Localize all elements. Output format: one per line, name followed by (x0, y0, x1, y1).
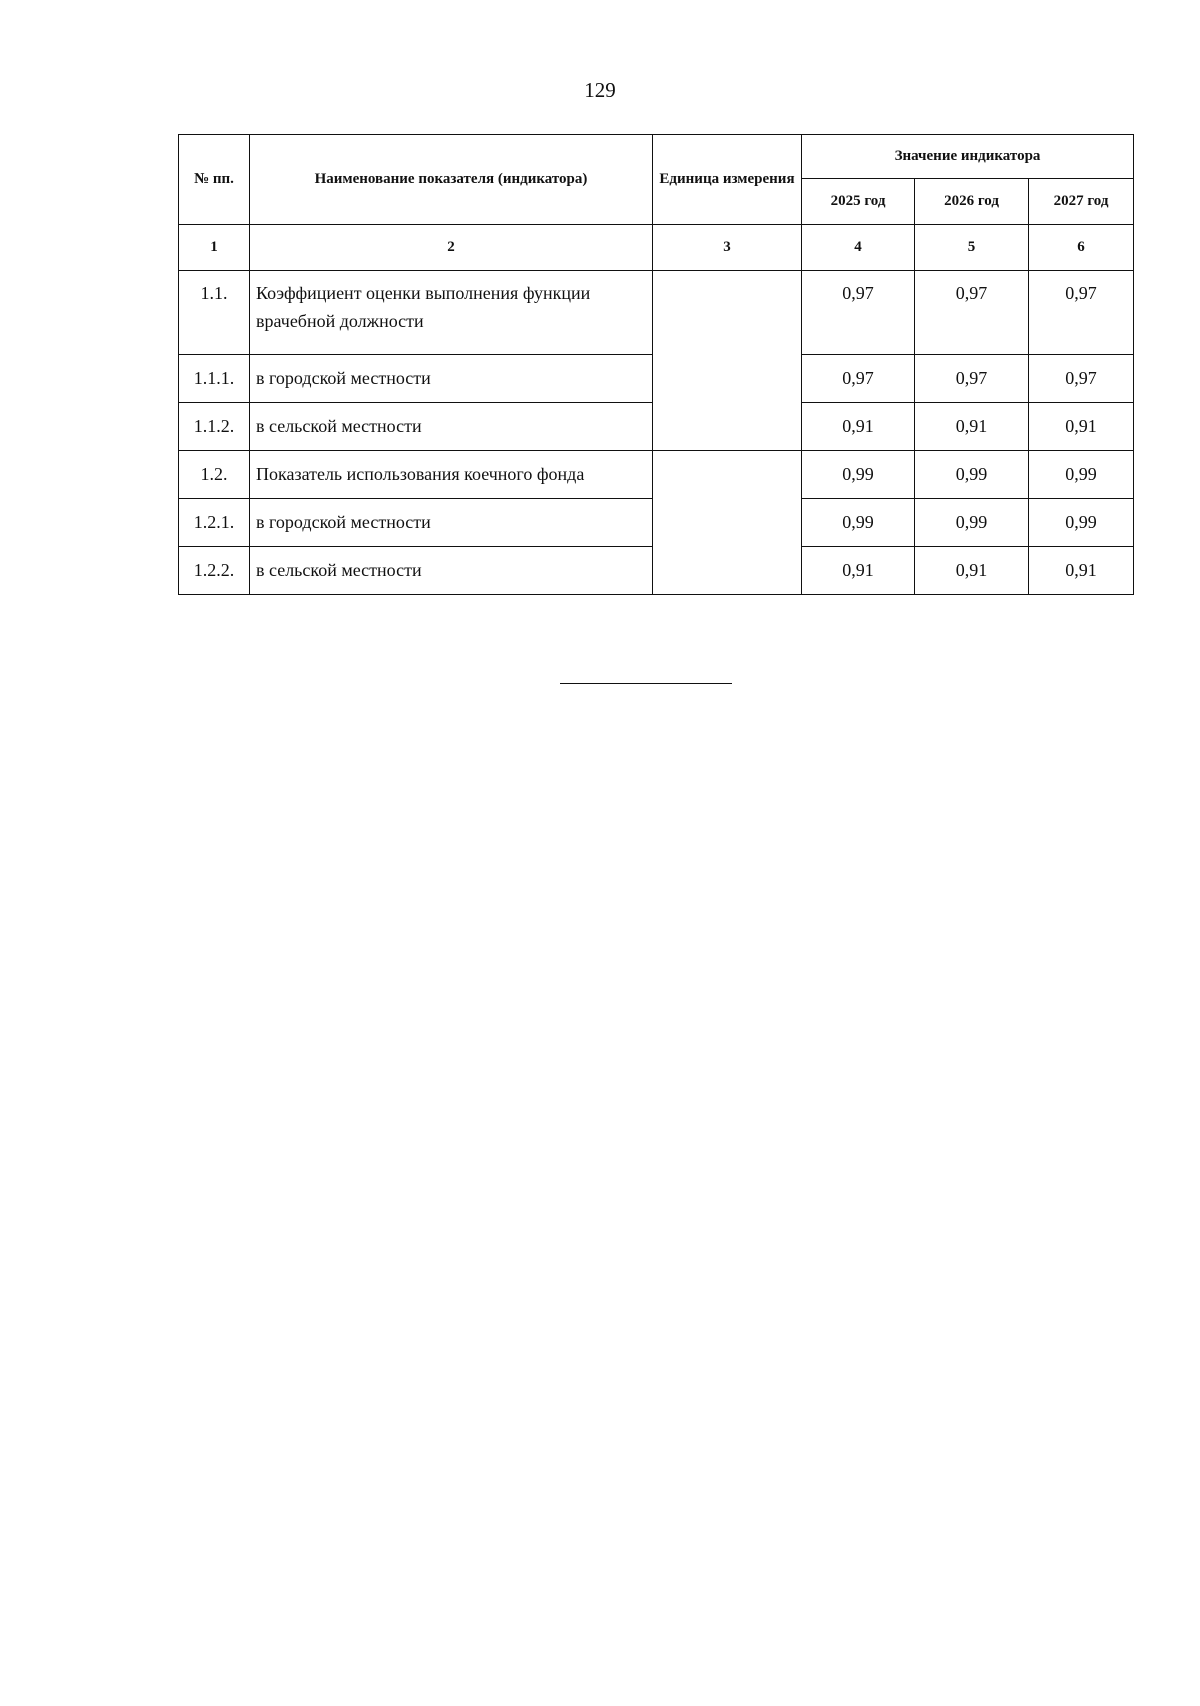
row-value: 0,91 (915, 547, 1029, 595)
row-value: 0,99 (1029, 499, 1134, 547)
column-number: 5 (915, 225, 1029, 271)
row-name: Коэффициент оценки выполнения функции врачебной должности (250, 271, 653, 355)
row-num: 1.1. (179, 271, 250, 355)
row-name: в сельской местности (250, 547, 653, 595)
column-number: 4 (802, 225, 915, 271)
row-name: Показатель использования коечного фонда (250, 451, 653, 499)
row-value: 0,99 (802, 451, 915, 499)
row-value: 0,99 (915, 499, 1029, 547)
header-value-group: Значение индикатора (802, 135, 1134, 179)
row-name: в городской местности (250, 499, 653, 547)
end-divider-line (560, 683, 732, 684)
indicators-table (178, 134, 1134, 595)
row-value: 0,91 (915, 403, 1029, 451)
row-value: 0,99 (1029, 451, 1134, 499)
column-number: 3 (653, 225, 802, 271)
row-value: 0,99 (915, 451, 1029, 499)
row-name: в сельской местности (250, 403, 653, 451)
page-number: 129 (584, 78, 616, 102)
column-number: 2 (250, 225, 653, 271)
row-unit (653, 451, 802, 595)
row-value: 0,97 (915, 355, 1029, 403)
row-value: 0,97 (1029, 271, 1134, 355)
row-value: 0,97 (802, 271, 915, 355)
table-row (179, 271, 1134, 355)
row-name: в городской местности (250, 355, 653, 403)
header-num: № пп. (179, 135, 250, 225)
header-year: 2027 год (1029, 179, 1134, 225)
row-value: 0,91 (802, 403, 915, 451)
row-value: 0,91 (802, 547, 915, 595)
row-num: 1.2. (179, 451, 250, 499)
column-number: 1 (179, 225, 250, 271)
column-number-row (179, 225, 1134, 271)
header-unit: Единица измерения (653, 135, 802, 225)
row-value: 0,97 (802, 355, 915, 403)
row-value: 0,97 (1029, 355, 1134, 403)
header-name: Наименование показателя (индикатора) (250, 135, 653, 225)
column-number: 6 (1029, 225, 1134, 271)
row-unit (653, 271, 802, 451)
row-num: 1.1.1. (179, 355, 250, 403)
table-row (179, 451, 1134, 499)
row-num: 1.2.2. (179, 547, 250, 595)
row-value: 0,97 (915, 271, 1029, 355)
row-num: 1.2.1. (179, 499, 250, 547)
row-value: 0,91 (1029, 547, 1134, 595)
header-year: 2025 год (802, 179, 915, 225)
row-value: 0,99 (802, 499, 915, 547)
row-num: 1.1.2. (179, 403, 250, 451)
header-year: 2026 год (915, 179, 1029, 225)
row-value: 0,91 (1029, 403, 1134, 451)
